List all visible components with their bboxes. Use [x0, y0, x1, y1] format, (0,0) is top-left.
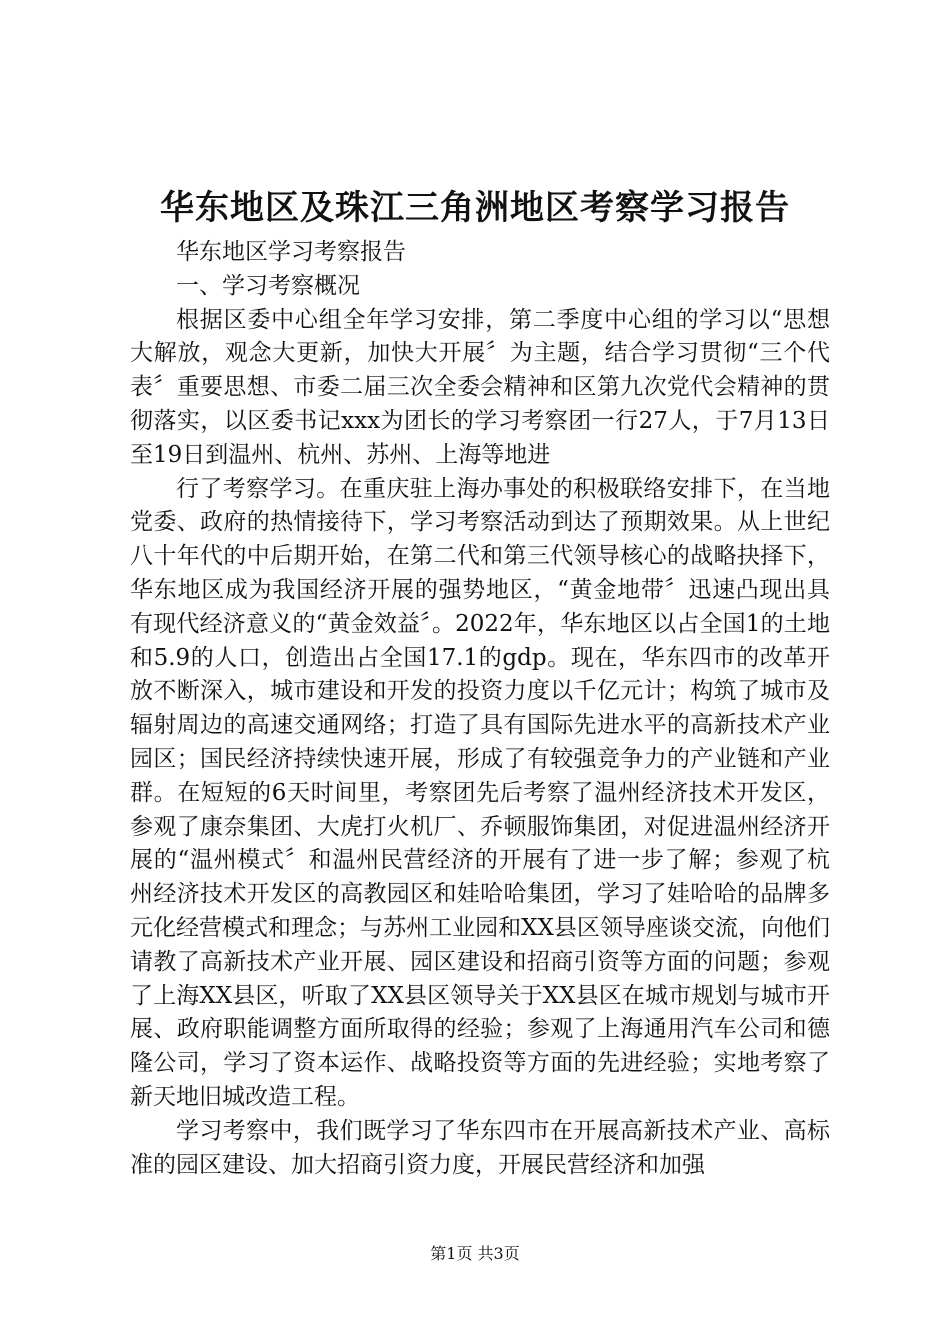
paragraph-section-heading: 一、学习考察概况 [176, 272, 360, 299]
document-body [130, 236, 830, 1182]
paragraph-details: 行了考察学习。在重庆驻上海办事处的积极联络安排下，在当地党委、政府的热情接待下，学习考察活动到达了预期效果。从上世纪八十年代的中后期开始，在第二代和第三代领导核心的战略抉择下，华东地区成为我国经济开展的强势地区，“黄金地带〞迅速凸现出具有现代经济意义的“黄金效益〞。2022年，华东地区以占全国1的土地和5.9的人口，创造出占全国17.1的gdp。现在，华东四市的改革开放不断深入，城市建设和开发的投资力度以千亿元计；构筑了城市及辐射周边的高速交通网络；打造了具有国际先进水平的高新技术产业园区；国民经济持续快速开展，形成了有较强竞争力的产业链和产业群。在短短的6天时间里，考察团先后考察了温州经济技术开发区，参观了康奈集团、大虎打火机厂、乔顿服饰集团，对促进温州经济开展的“温州模式〞和温州民营经济的开展有了进一步了解；参观了杭州经济技术开发区的高教园区和娃哈哈集团，学习了娃哈哈的品牌多元化经营模式和理念；与苏州工业园和XX县区领导座谈交流，向他们请教了高新技术产业开展、园区建设和招商引资等方面的问题；参观了上海XX县区，听取了XX县区领导关于XX县区在城市规划与城市开展、政府职能调整方面所取得的经验；参观了上海通用汽车公司和德隆公司，学习了资本运作、战略投资等方面的先进经验；实地考察了新天地旧城改造工程。 [130, 475, 830, 1110]
paragraph-learning: 学习考察中，我们既学习了华东四市在开展高新技术产业、高标准的园区建设、加大招商引资力度，开展民营经济和加强 [130, 1117, 830, 1178]
document-title: 华东地区及珠江三角洲地区考察学习报告 [160, 188, 790, 228]
paragraph-subtitle: 华东地区学习考察报告 [176, 239, 406, 265]
page-number: 第1页 共3页 [430, 1244, 520, 1263]
paragraph-overview: 根据区委中心组全年学习安排，第二季度中心组的学习以“思想大解放，观念大更新，加快大开展〞为主题，结合学习贯彻“三个代表〞重要思想、市委二届三次全委会精神和区第九次党代会精神的贯彻落实，以区委书记xxx为团长的学习考察团一行27人，于7月13日至19日到温州、杭州、苏州、上海等地进 [130, 306, 830, 468]
